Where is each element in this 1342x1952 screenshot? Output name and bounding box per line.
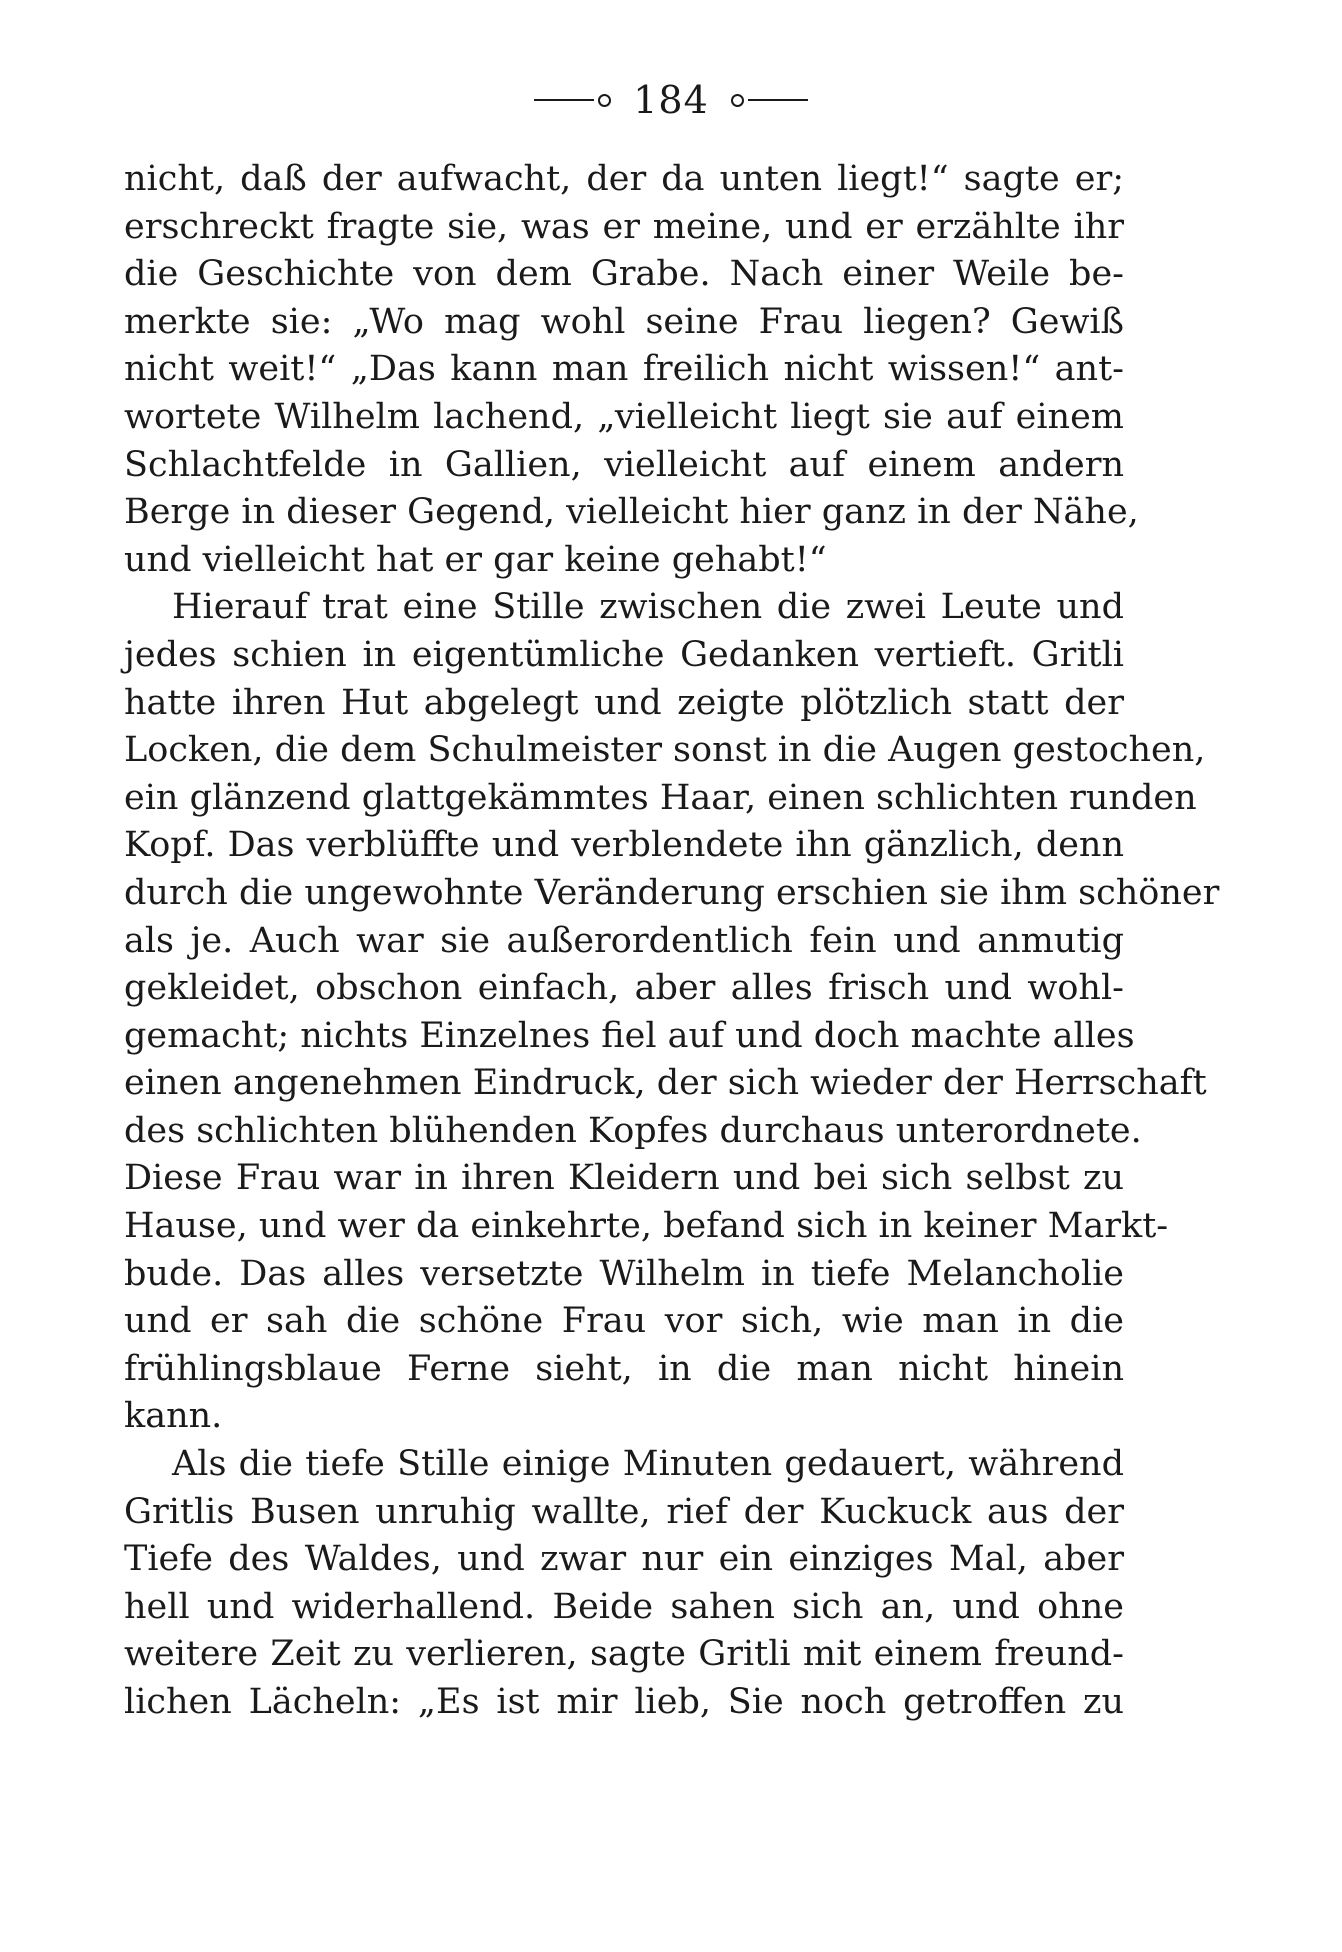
page-body-text — [124, 156, 1220, 1727]
header-ornament-left — [598, 94, 611, 107]
text-line: Hierauf trat eine Stille zwischen die zwei Leute und — [172, 587, 1124, 628]
text-line: kann. — [124, 1396, 223, 1437]
text-line: Schlachtfelde in Gallien, vielleicht auf einem andern — [124, 444, 1124, 485]
text-line: ein glänzend glattgekämmtes Haar, einen schlichten runden — [124, 777, 1197, 818]
text-line: frühlingsblaue Ferne sieht, in die man nicht hinein — [124, 1348, 1124, 1389]
header-ornament-right — [731, 94, 744, 107]
text-line: Diese Frau war in ihren Kleidern und bei sich selbst zu — [124, 1158, 1124, 1199]
paragraph — [124, 156, 1139, 584]
paragraph — [124, 584, 1220, 1441]
text-line: und er sah die schöne Frau vor sich, wie man in die — [124, 1301, 1124, 1342]
text-line: hatte ihren Hut abgelegt und zeigte plötzlich statt der — [124, 682, 1124, 723]
text-line: nicht, daß der aufwacht, der da unten liegt!“ sagte er; — [124, 159, 1124, 199]
text-line: Hause, und wer da einkehrte, befand sich in keiner Markt- — [124, 1206, 1169, 1247]
text-line: gekleidet, obschon einfach, aber alles frisch und wohl- — [124, 968, 1124, 1009]
text-line: Locken, die dem Schulmeister sonst in die Augen gestochen, — [124, 730, 1206, 771]
paragraph — [124, 1441, 1124, 1727]
text-line: und vielleicht hat er gar keine gehabt!“ — [124, 539, 827, 580]
text-line: weitere Zeit zu verlieren, sagte Gritli mit einem freund- — [124, 1634, 1124, 1675]
text-line: durch die ungewohnte Veränderung erschien sie ihm schöner — [124, 872, 1220, 913]
text-line: wortete Wilhelm lachend, „vielleicht liegt sie auf einem — [124, 396, 1124, 437]
text-line: Tiefe des Waldes, und zwar nur ein einziges Mal, aber — [124, 1539, 1124, 1580]
text-line: die Geschichte von dem Grabe. Nach einer Weile be- — [124, 254, 1124, 295]
text-line: des schlichten blühenden Kopfes durchaus unterordnete. — [124, 1110, 1142, 1151]
text-line: bude. Das alles versetzte Wilhelm in tiefe Melancholie — [124, 1253, 1124, 1294]
text-line: Kopf. Das verblüffte und verblendete ihn gänzlich, denn — [124, 825, 1124, 866]
text-line: nicht weit!“ „Das kann man freilich nicht wissen!“ ant- — [124, 349, 1124, 390]
text-line: jedes schien in eigentümliche Gedanken vertieft. Gritli — [124, 634, 1124, 675]
header-rule-left — [534, 99, 594, 101]
header-rule-right — [748, 99, 808, 101]
text-line: lichen Lächeln: „Es ist mir lieb, Sie noch getroffen zu — [124, 1682, 1124, 1722]
text-line: gemacht; nichts Einzelnes fiel auf und doch machte alles — [124, 1015, 1135, 1056]
text-line: als je. Auch war sie außerordentlich fein und anmutig — [124, 920, 1124, 961]
text-line: erschreckt fragte sie, was er meine, und er erzählte ihr — [124, 206, 1124, 247]
page-number: 184 — [633, 78, 709, 122]
text-line: merkte sie: „Wo mag wohl seine Frau liegen? Gewiß — [124, 301, 1124, 342]
text-line: einen angenehmen Eindruck, der sich wieder der Herrschaft — [124, 1063, 1207, 1104]
text-line: Als die tiefe Stille einige Minuten gedauert, während — [172, 1444, 1124, 1485]
text-line: Gritlis Busen unruhig wallte, rief der Kuckuck aus der — [124, 1491, 1124, 1532]
page-header — [0, 78, 1342, 122]
text-line: Berge in dieser Gegend, vielleicht hier ganz in der Nähe, — [124, 492, 1139, 533]
text-line: hell und widerhallend. Beide sahen sich an, und ohne — [124, 1586, 1124, 1627]
